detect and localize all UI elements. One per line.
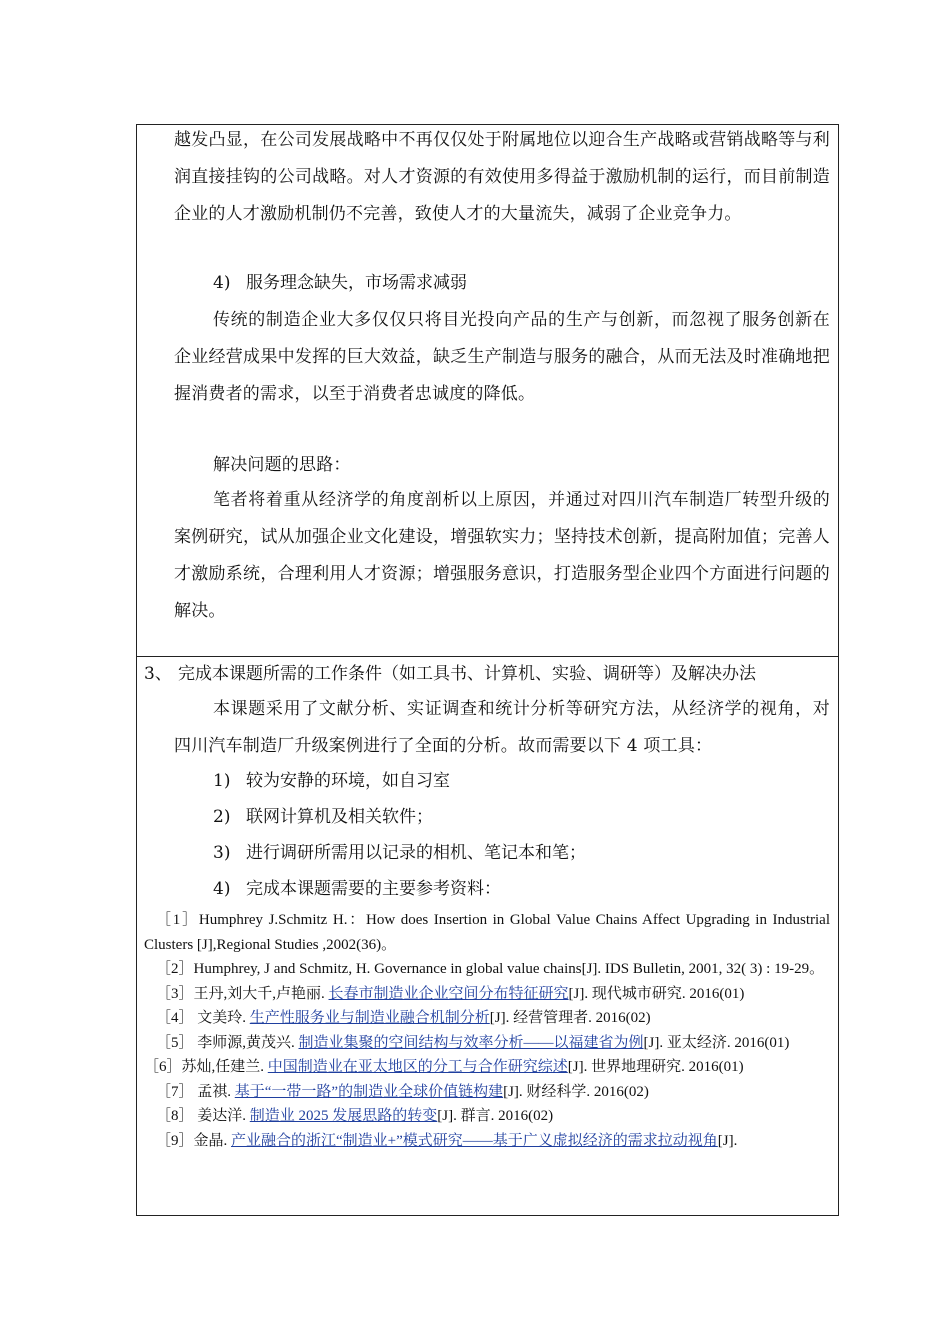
list-item — [213, 835, 586, 872]
reference-source: [J]. 财经科学. 2016(02) — [503, 1083, 649, 1100]
list-item — [213, 763, 450, 800]
reference-link[interactable]: 生产性服务业与制造业融合机制分析 — [249, 1010, 490, 1026]
section-number: 3、 — [144, 664, 172, 684]
reference-author: ［7］ 孟祺. — [156, 1083, 235, 1100]
list-item-number: 3) — [213, 843, 231, 863]
reference-item — [144, 1080, 830, 1105]
paragraph-solution-approach: 笔者将着重从经济学的角度剖析以上原因，并通过对四川汽车制造厂转型升级的案例研究，试从加强企业文化建设，增强软实力；坚持技术创新，提高附加值；完善人才激励系统，合理利用人才资源；增强服务意识，打造服务型企业四个方面进行问题的解决。 — [174, 490, 830, 621]
list-item — [213, 871, 501, 908]
reference-list — [144, 908, 830, 1153]
list-item-text: 较为安静的环境，如自习室 — [246, 771, 450, 791]
reference-item — [144, 982, 830, 1007]
paragraph-service-innovation: 传统的制造企业大多仅仅只将目光投向产品的生产与创新，而忽视了服务创新在企业经营成果中发挥的巨大效益，缺乏生产制造与服务的融合，从而无法及时准确地把握消费者的需求，以至于消费者忠诚度的降低。 — [174, 310, 830, 404]
list-item-number: 4) — [213, 273, 231, 293]
reference-author: ［9］金晶. — [156, 1132, 232, 1149]
reference-link[interactable]: 中国制造业在亚太地区的分工与合作研究综述 — [267, 1059, 568, 1075]
reference-source: [J]. 现代城市研究. 2016(01) — [568, 985, 745, 1002]
list-item-text: 完成本课题需要的主要参考资料： — [246, 879, 501, 899]
list-item-number: 1) — [213, 771, 231, 791]
paragraph-research-methods: 本课题采用了文献分析、实证调查和统计分析等研究方法，从经济学的视角，对四川汽车制造厂升级案例进行了全面的分析。故而需要以下 4 项工具： — [174, 699, 830, 756]
reference-item — [144, 957, 830, 982]
reference-link[interactable]: 制造业集聚的空间结构与效率分析——以福建省为例 — [298, 1034, 644, 1051]
reference-author: ［4］ 文美玲. — [156, 1010, 250, 1026]
reference-text: ［1］Humphrey J.Schmitz H.：How does Insertion in Global Value Chains Affect Upgrading in Industrial Clusters [J],Regional Studies ,2002(36)。 — [144, 912, 830, 953]
reference-author: ［5］ 李师源,黄茂兴. — [156, 1034, 299, 1051]
reference-item — [144, 1031, 830, 1056]
reference-item — [144, 1055, 830, 1080]
reference-item — [144, 1129, 830, 1154]
reference-link[interactable]: 长春市制造业企业空间分布特征研究 — [328, 985, 569, 1002]
reference-source: [J]. 群言. 2016(02) — [437, 1108, 554, 1124]
reference-source: [J]. 经营管理者. 2016(02) — [489, 1010, 651, 1026]
reference-item — [144, 908, 830, 957]
reference-item — [144, 1006, 830, 1031]
list-item — [213, 799, 433, 836]
reference-link[interactable]: 基于“一带一路”的制造业全球价值链构建 — [234, 1083, 504, 1100]
reference-author: ［6］苏灿,任建兰. — [144, 1059, 268, 1075]
reference-text: ［2］Humphrey, J and Schmitz, H. Governance in global value chains[J]. IDS Bulletin, 2001, 32( 3) : 19-29。 — [156, 961, 825, 977]
solution-heading: 解决问题的思路： — [213, 455, 351, 475]
reference-link[interactable]: 制造业 2025 发展思路的转变 — [249, 1108, 438, 1124]
reference-source: [J]. — [717, 1132, 738, 1149]
reference-link[interactable]: 产业融合的浙江“制造业+”模式研究——基于广义虚拟经济的需求拉动视角 — [231, 1132, 718, 1149]
paragraph-talent-strategy: 越发凸显，在公司发展战略中不再仅仅处于附属地位以迎合生产战略或营销战略等与利润直接挂钩的公司战略。对人才资源的有效使用多得益于激励机制的运行，而目前制造企业的人才激励机制仍不完善，致使人才的大量流失，减弱了企业竞争力。 — [174, 130, 830, 224]
reference-source: [J]. 亚太经济. 2016(01) — [643, 1034, 790, 1051]
reference-author: ［8］ 姜达洋. — [156, 1108, 250, 1124]
list-item-text: 服务理念缺失，市场需求减弱 — [246, 273, 467, 293]
reference-author: ［3］王丹,刘大千,卢艳丽. — [156, 985, 329, 1002]
section-title: 完成本课题所需的工作条件（如工具书、计算机、实验、调研等）及解决办法 — [178, 664, 756, 684]
list-item-service — [213, 265, 467, 302]
section-3-heading — [144, 656, 756, 693]
list-item-text: 联网计算机及相关软件； — [246, 807, 433, 827]
reference-item — [144, 1104, 830, 1129]
list-item-number: 2) — [213, 807, 231, 827]
list-item-number: 4) — [213, 879, 231, 899]
reference-source: [J]. 世界地理研究. 2016(01) — [567, 1059, 744, 1075]
list-item-text: 进行调研所需用以记录的相机、笔记本和笔； — [246, 843, 586, 863]
